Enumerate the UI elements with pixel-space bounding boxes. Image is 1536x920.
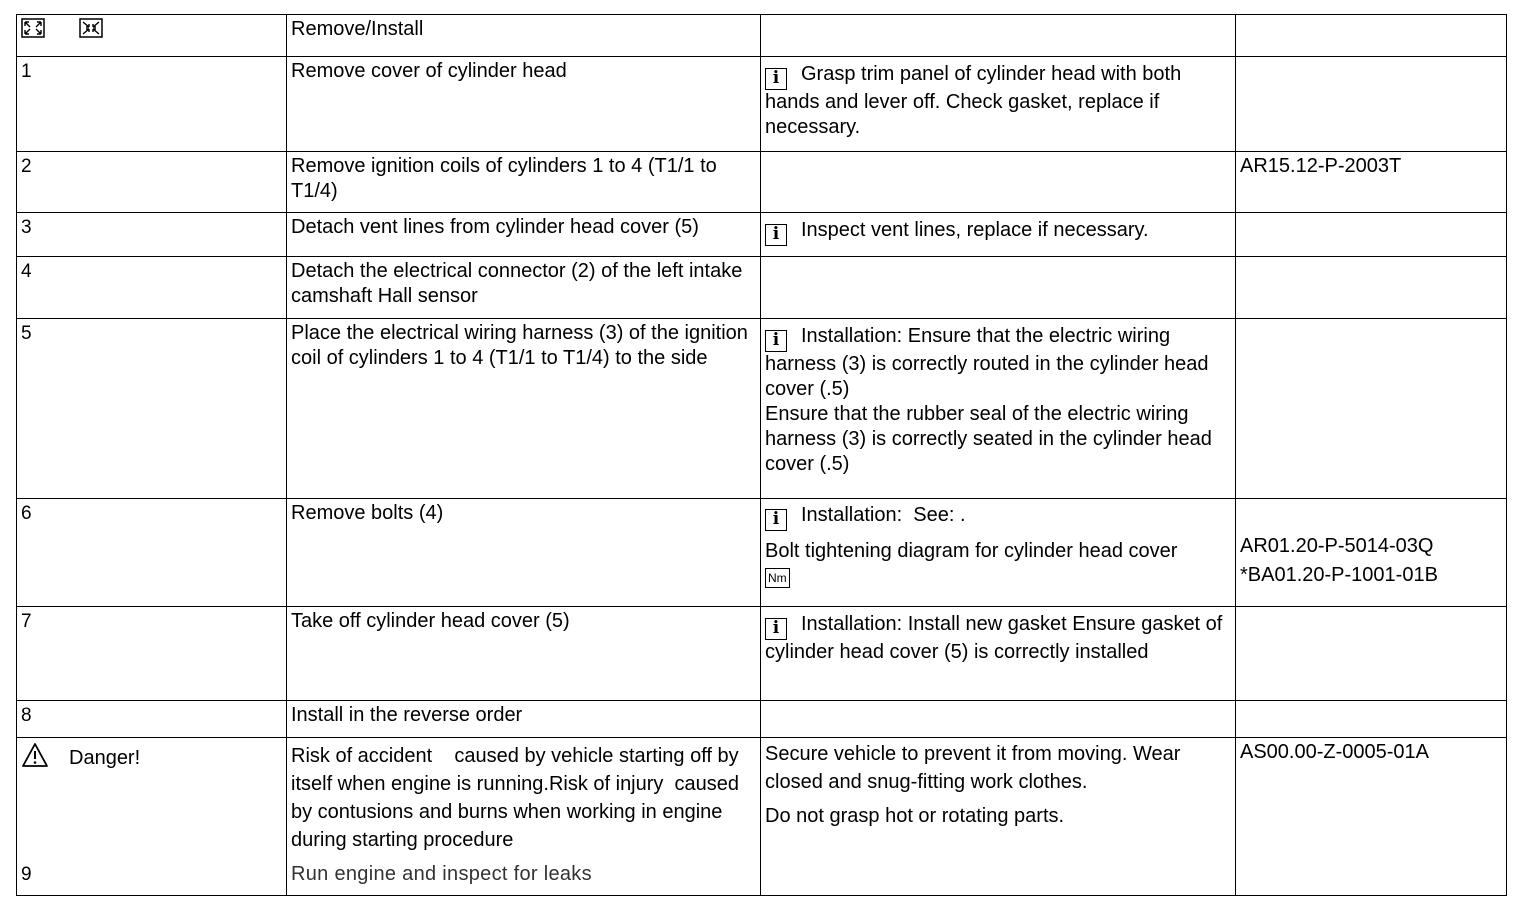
header-icons-cell — [17, 15, 287, 57]
step-row-7 — [17, 607, 1507, 701]
step-action: Detach the electrical connector (2) of the left intake camshaft Hall sensor — [287, 257, 761, 319]
collapse-icon[interactable] — [79, 18, 103, 38]
step-row-5 — [17, 319, 1507, 499]
danger-cell — [17, 738, 287, 860]
step-note-text: Grasp trim panel of cylinder head with both hands and lever off. Check gasket, replace if necessary. — [765, 63, 1182, 138]
info-icon[interactable]: i — [765, 509, 787, 531]
expand-icon[interactable] — [21, 18, 45, 38]
torque-icon[interactable]: Nm — [765, 568, 790, 588]
step-note — [761, 499, 1236, 607]
step-ref — [1236, 607, 1507, 701]
step-number: 8 — [17, 701, 287, 738]
step-row-3 — [17, 213, 1507, 257]
step-action: Install in the reverse order — [287, 701, 761, 738]
tightening-diagram-link[interactable]: Bolt tightening diagram for cylinder head cover — [765, 540, 1178, 562]
step-number: 4 — [17, 257, 287, 319]
step-number: 6 — [17, 499, 287, 607]
step-row-8 — [17, 701, 1507, 738]
step-ref[interactable]: AR15.12-P-2003T — [1236, 152, 1507, 213]
procedure-table — [16, 14, 1507, 896]
step-note-text: Inspect vent lines, replace if necessary. — [801, 219, 1149, 241]
step-number: 3 — [17, 213, 287, 257]
step-number: 5 — [17, 319, 287, 499]
installation-label: Installation: — [801, 613, 903, 635]
step-row-9 — [17, 860, 1507, 896]
step-row-1 — [17, 57, 1507, 152]
step-note — [761, 860, 1236, 896]
step-row-4 — [17, 257, 1507, 319]
step-action: Place the electrical wiring harness (3) of the ignition coil of cylinders 1 to 4 (T1/1 to T1/4) to the side — [287, 319, 761, 499]
step-number: 7 — [17, 607, 287, 701]
step-note-text-2: Ensure that the rubber seal of the electric wiring harness (3) is correctly seated in the cylinder head cover (.5) — [765, 403, 1212, 475]
ref-link[interactable]: *BA01.20-P-1001-01B — [1240, 564, 1438, 586]
step-ref — [1236, 499, 1507, 607]
step-ref — [1236, 57, 1507, 152]
step-note — [761, 701, 1236, 738]
step-note — [761, 57, 1236, 152]
step-action: Detach vent lines from cylinder head cover (5) — [287, 213, 761, 257]
step-ref — [1236, 257, 1507, 319]
header-row — [17, 15, 1507, 57]
procedure-sheet — [16, 14, 1506, 896]
header-empty-note — [761, 15, 1236, 57]
danger-risk-text: Risk of accident caused by vehicle starting off by itself when engine is running.Risk of injury caused by contusions and burns when working in engine during starting procedure — [291, 745, 745, 851]
step-note — [761, 257, 1236, 319]
step-action: Remove cover of cylinder head — [287, 57, 761, 152]
step-action: Take off cylinder head cover (5) — [287, 607, 761, 701]
step-number: 9 — [17, 860, 287, 896]
warning-icon — [21, 742, 49, 768]
danger-ref[interactable]: AS00.00-Z-0005-01A — [1236, 738, 1507, 860]
info-icon[interactable]: i — [765, 330, 787, 352]
info-icon[interactable]: i — [765, 618, 787, 640]
step-action: Remove bolts (4) — [287, 499, 761, 607]
step-row-6 — [17, 499, 1507, 607]
step-row-2 — [17, 152, 1507, 213]
step-ref — [1236, 701, 1507, 738]
step-note-text: Ensure that the electric wiring harness (3) is correctly routed in the cylinder head cover (.5) — [765, 325, 1209, 400]
step-number: 2 — [17, 152, 287, 213]
step-note — [761, 152, 1236, 213]
header-title: Remove/Install — [287, 15, 761, 57]
ref-link[interactable]: AR01.20-P-5014-03Q — [1240, 535, 1434, 557]
danger-measure-2: Do not grasp hot or rotating parts. — [765, 805, 1065, 827]
danger-label: Danger! — [69, 747, 141, 769]
step-ref — [1236, 860, 1507, 896]
installation-label: Installation: — [801, 504, 903, 526]
step-action: Run engine and inspect for leaks — [287, 860, 761, 896]
header-empty-ref — [1236, 15, 1507, 57]
see-text: See: . — [913, 504, 966, 526]
info-icon[interactable]: i — [765, 68, 787, 90]
step-note — [761, 319, 1236, 499]
danger-risk — [287, 738, 761, 860]
danger-measure-1: Secure vehicle to prevent it from moving. Wear closed and snug-fitting work clothes. — [765, 743, 1181, 793]
info-icon[interactable]: i — [765, 224, 787, 246]
danger-row — [17, 738, 1507, 860]
step-note-text: Install new gasket Ensure gasket of cylinder head cover (5) is correctly installed — [765, 613, 1223, 663]
step-ref — [1236, 213, 1507, 257]
step-note — [761, 607, 1236, 701]
step-ref — [1236, 319, 1507, 499]
step-number: 1 — [17, 57, 287, 152]
step-action: Remove ignition coils of cylinders 1 to 4 (T1/1 to T1/4) — [287, 152, 761, 213]
danger-measures — [761, 738, 1236, 860]
installation-label: Installation: — [801, 325, 903, 347]
step-note — [761, 213, 1236, 257]
